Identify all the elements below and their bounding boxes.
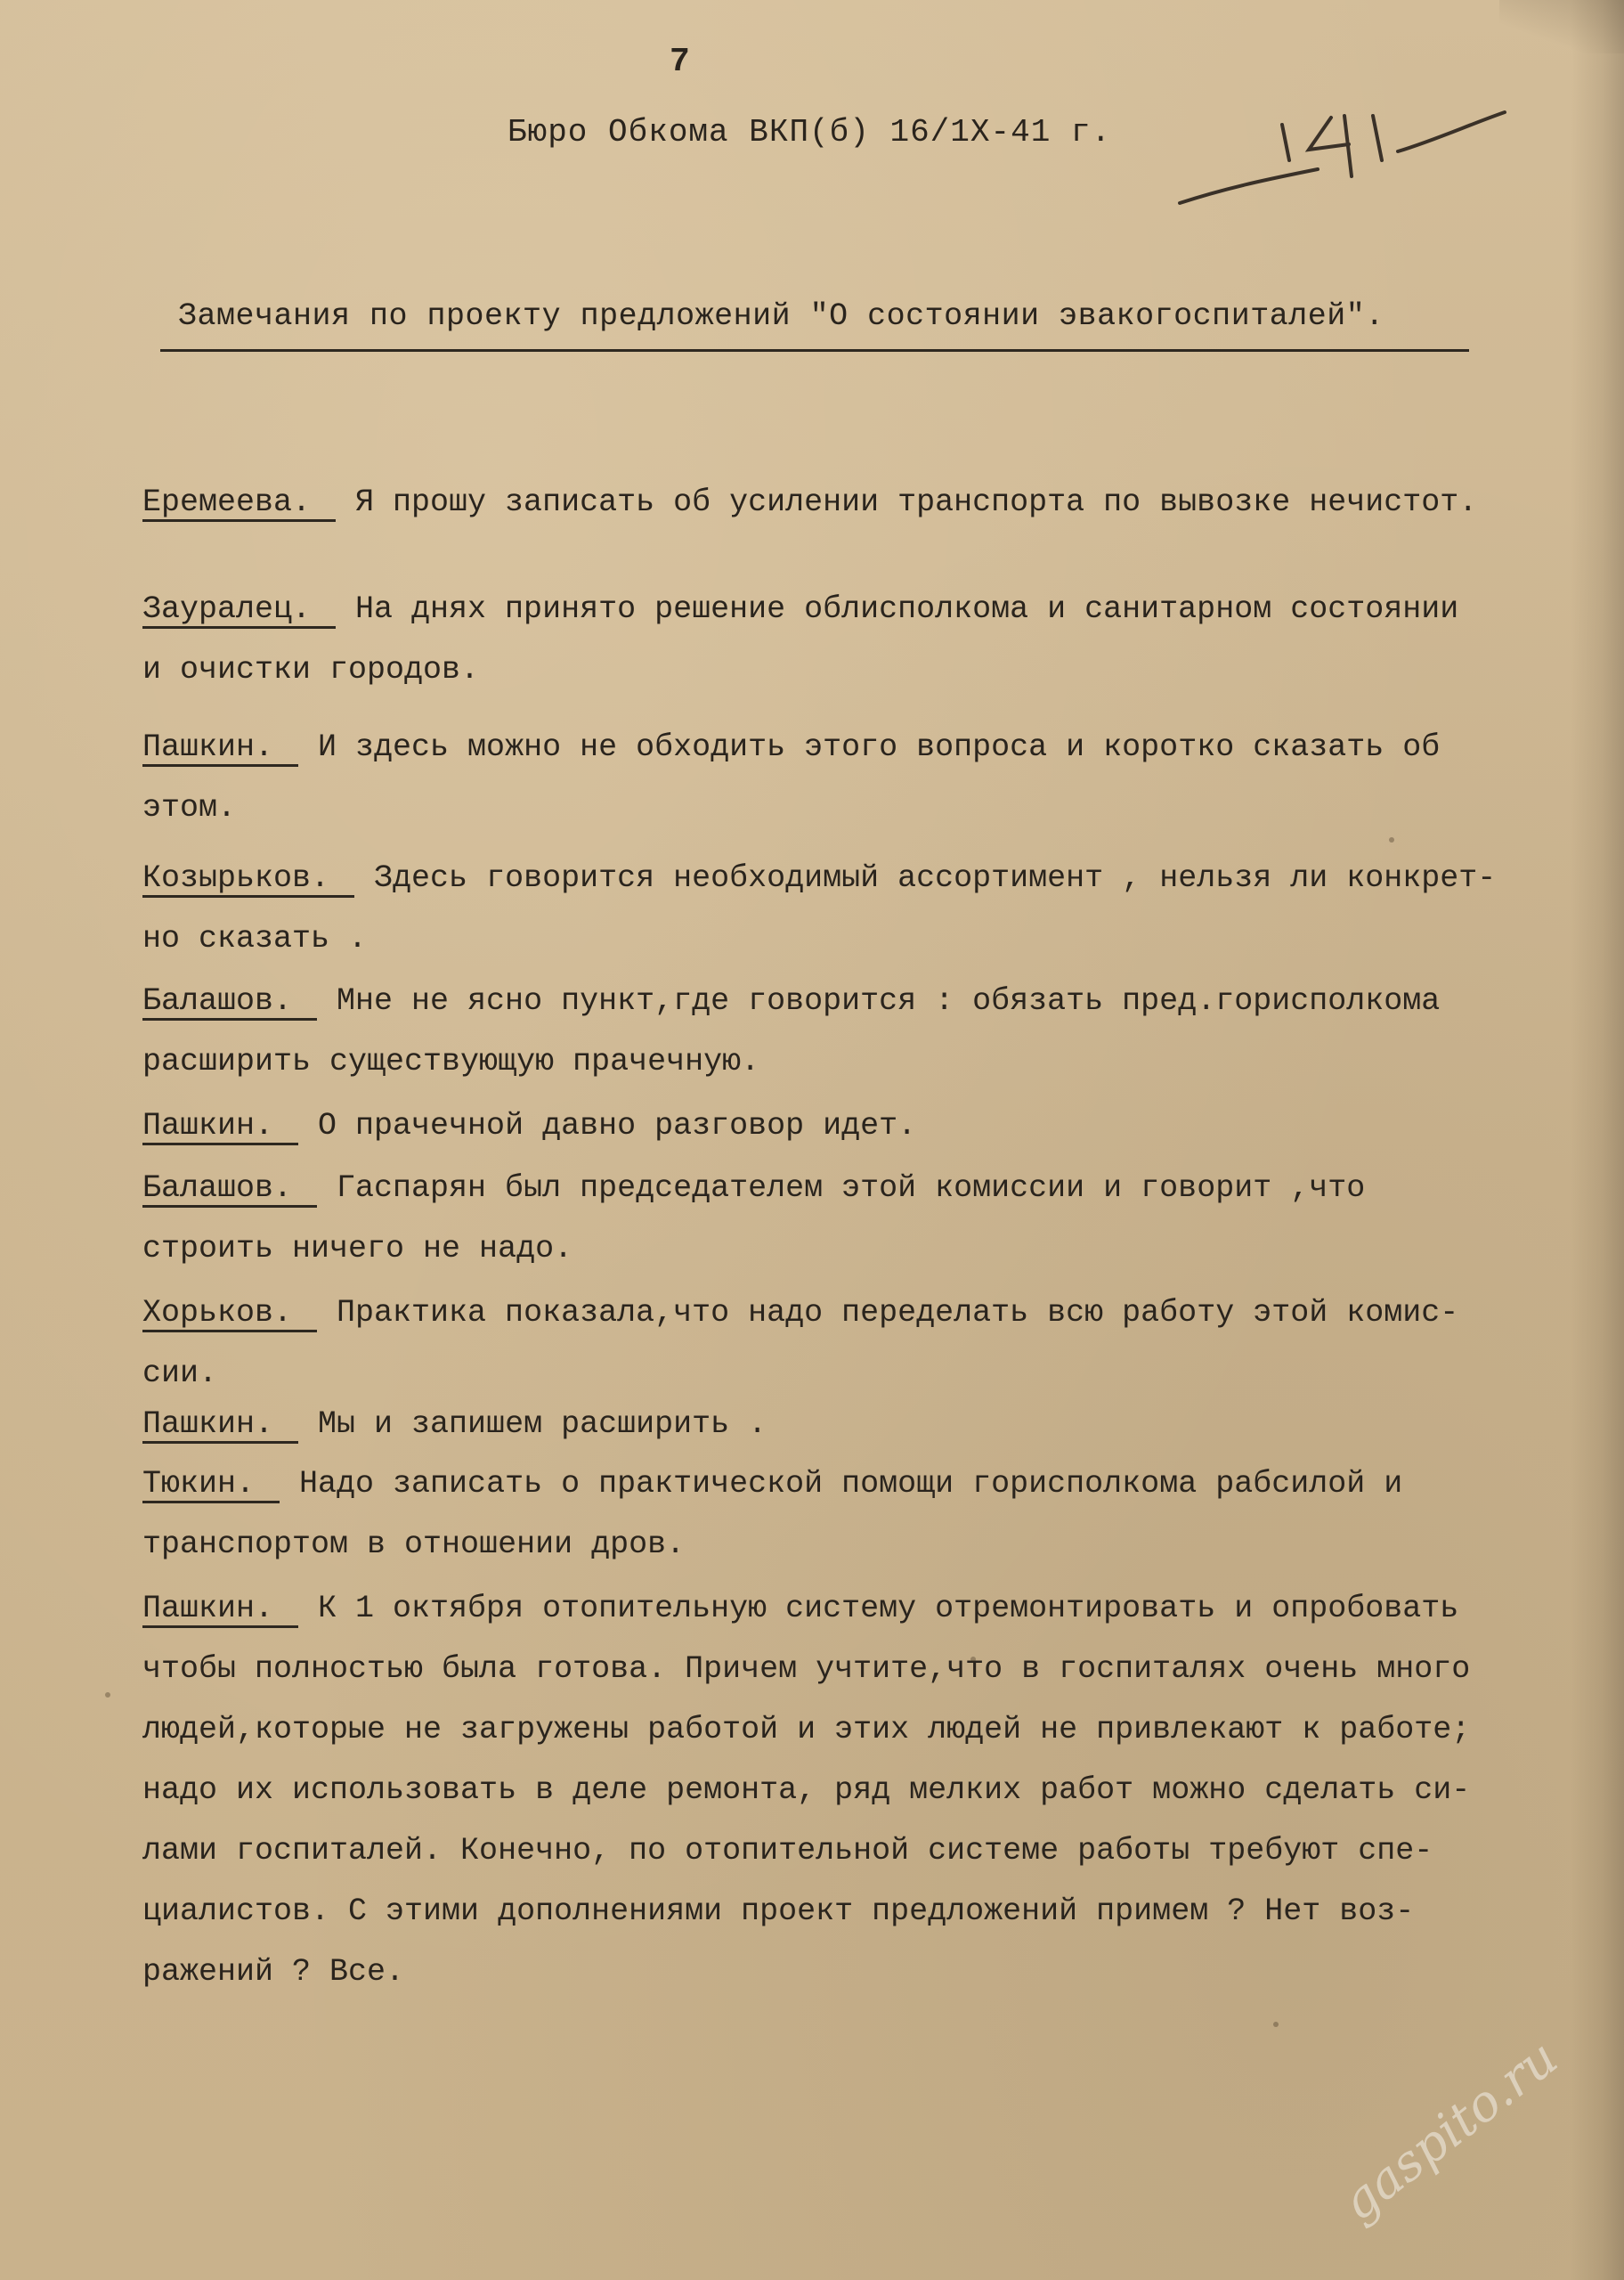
remark-entry (142, 1578, 1620, 2002)
speaker-name: Хорьков. (142, 1296, 317, 1332)
remark-text: Надо записать о практической помощи горисполкома рабсилой и (299, 1466, 1403, 1502)
remark-line: лами госпиталей. Конечно, по отопительной системе работы требуют спе- (142, 1833, 1433, 1869)
remark-text: Я прошу записать об усилении транспорта по вывозке нечистот. (355, 484, 1478, 520)
remark-text: Мне не ясно пункт,где говорится : обязать пред.горисполкома (337, 983, 1441, 1019)
remark-line: но сказать . (142, 921, 368, 957)
remark-entry (142, 472, 1620, 533)
remark-line (142, 1158, 1620, 1218)
site-watermark: gaspito.ru (1331, 2028, 1569, 2233)
remark-line: и очистки городов. (142, 652, 480, 688)
remark-text: Мы и запишем расширить . (318, 1406, 767, 1442)
speaker-name: Козырьков. (142, 861, 354, 898)
paper-speck (1273, 2022, 1279, 2027)
speaker-name: Пашкин. (142, 730, 298, 767)
paper-speck (970, 1657, 976, 1662)
remark-line (142, 472, 1620, 533)
remark-line: циалистов. С этими дополнениями проект предложений примем ? Нет воз- (142, 1893, 1415, 1929)
remark-line: этом. (142, 790, 237, 826)
speaker-name: Тюкин. (142, 1467, 280, 1503)
remark-line (142, 848, 1620, 908)
remark-line (142, 1454, 1620, 1514)
handwritten-archive-mark (1175, 98, 1514, 214)
speaker-name: Балашов. (142, 1171, 317, 1208)
meeting-header: Бюро Обкома ВКП(б) 16/1Х-41 г. (508, 114, 1112, 151)
remark-text: Здесь говорится необходимый ассортимент , нельзя ли конкрет- (374, 860, 1497, 896)
remark-line (142, 579, 1620, 639)
remark-line (142, 1282, 1620, 1343)
title-underline (160, 349, 1469, 352)
speaker-name: Еремеева. (142, 485, 336, 522)
remark-text: Практика показала,что надо переделать всю работу этой комис- (337, 1295, 1459, 1331)
remark-line (142, 1394, 1620, 1454)
remark-line: людей,которые не загружены работой и этих людей не привлекают к работе; (142, 1712, 1471, 1747)
remark-text: И здесь можно не обходить этого вопроса и коротко сказать об (318, 729, 1441, 765)
remark-entry (142, 1158, 1620, 1279)
speaker-name: Пашкин. (142, 1109, 298, 1145)
remark-text: О прачечной давно разговор идет. (318, 1108, 917, 1144)
remark-line (142, 1095, 1620, 1156)
remark-line: транспортом в отношении дров. (142, 1527, 686, 1562)
page-corner-shadow (1499, 0, 1624, 53)
remark-entry (142, 579, 1620, 700)
paper-speck (105, 1692, 110, 1698)
remark-entry (142, 1282, 1620, 1404)
remark-line (142, 717, 1620, 778)
document-title: Замечания по проекту предложений "О состоянии эвакогоспиталей". (178, 298, 1384, 334)
remark-entry (142, 848, 1620, 969)
remark-entry (142, 1394, 1620, 1454)
speaker-name: Зауралец. (142, 592, 336, 629)
remark-text: К 1 октября отопительную систему отремонтировать и опробовать (318, 1591, 1459, 1626)
remark-line (142, 971, 1620, 1031)
remark-entry (142, 1454, 1620, 1575)
remark-line: надо их использовать в деле ремонта, ряд мелких работ можно сделать си- (142, 1772, 1471, 1808)
remark-line: чтобы полностью была готова. Причем учтите,что в госпиталях очень много (142, 1651, 1471, 1687)
remark-line (142, 1578, 1620, 1639)
speaker-name: Пашкин. (142, 1592, 298, 1628)
remark-entry (142, 1095, 1620, 1156)
remark-text: На днях принято решение облисполкома и санитарном состоянии (355, 591, 1459, 627)
remark-line: строить ничего не надо. (142, 1231, 573, 1266)
remark-line: сии. (142, 1356, 218, 1391)
remark-line: ражений ? Все. (142, 1954, 405, 1990)
remark-entry (142, 717, 1620, 838)
remark-line: расширить существующую прачечную. (142, 1044, 760, 1079)
page-number: 7 (670, 43, 690, 81)
speaker-name: Пашкин. (142, 1407, 298, 1444)
paper-speck (1389, 837, 1394, 843)
speaker-name: Балашов. (142, 984, 317, 1021)
remark-text: Гаспарян был председателем этой комиссии и говорит ,что (337, 1170, 1366, 1206)
remark-entry (142, 971, 1620, 1092)
